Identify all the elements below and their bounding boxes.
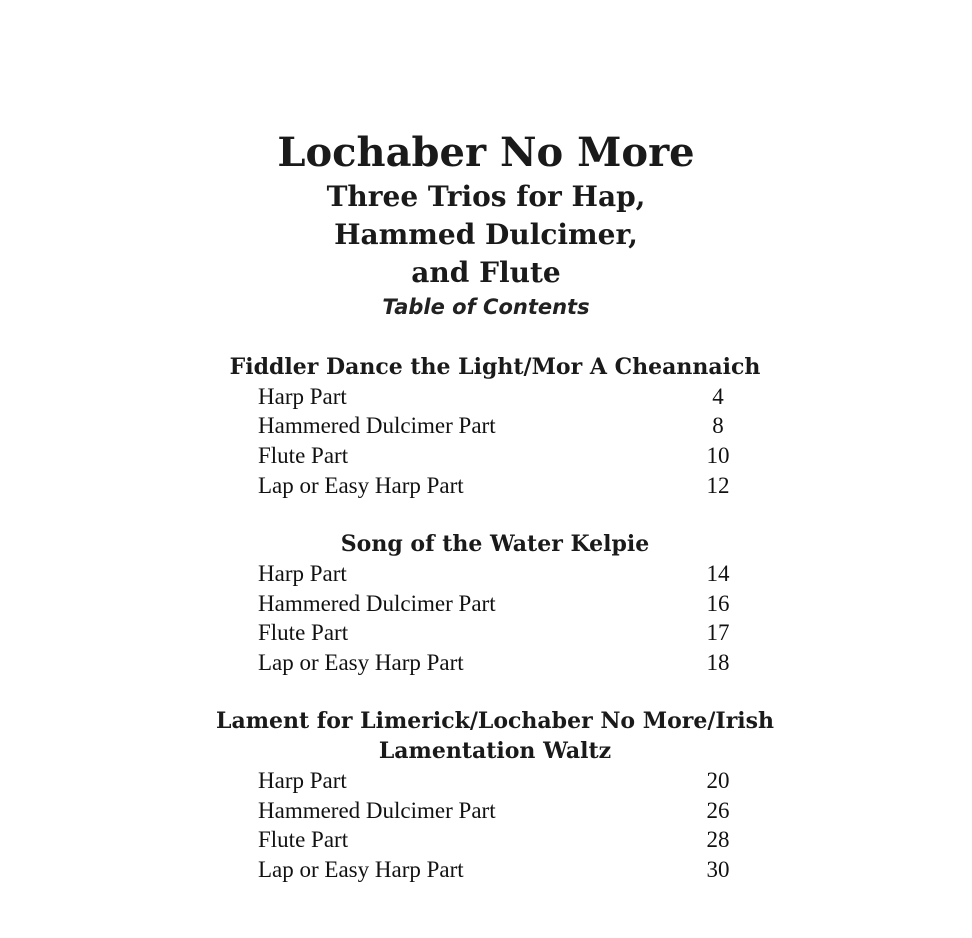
toc-entry	[258, 559, 738, 589]
toc-entry	[258, 825, 738, 855]
toc-entry-name: Lap or Easy Harp Part	[258, 857, 464, 882]
toc-entry-name: Hammered Dulcimer Part	[258, 413, 496, 438]
toc-entry-name: Lap or Easy Harp Part	[258, 473, 464, 498]
toc-entry	[258, 441, 738, 471]
section-title-line: Lament for Limerick/Lochaber No More/Irish	[215, 708, 775, 734]
toc-entry-page: 26	[706, 798, 730, 823]
toc-entry	[258, 618, 738, 648]
toc-entry-page: 10	[706, 443, 730, 468]
subtitle-line: Hammed Dulcimer,	[334, 218, 638, 251]
page-title: Lochaber No More	[277, 129, 695, 176]
section-title-line: Lamentation Waltz	[378, 738, 612, 764]
toc-entry	[258, 411, 738, 441]
toc-entry-name: Flute Part	[258, 827, 349, 852]
section-title-line: Fiddler Dance the Light/Mor A Cheannaich	[229, 354, 761, 380]
toc-entry-page: 28	[706, 827, 730, 852]
toc-entry-page: 17	[706, 620, 730, 645]
toc-entry	[258, 382, 738, 412]
toc-entry	[258, 766, 738, 796]
toc-entry	[258, 855, 738, 885]
toc-entry-name: Harp Part	[258, 384, 347, 409]
toc-entry-page: 8	[712, 413, 724, 438]
toc-entry-name: Flute Part	[258, 620, 349, 645]
subtitle-line: Three Trios for Hap,	[326, 180, 646, 213]
page-subtitle	[0, 178, 972, 292]
toc-entry-page: 20	[706, 768, 730, 793]
contents-heading: Table of Contents	[382, 295, 590, 319]
toc-entry-name: Harp Part	[258, 561, 347, 586]
toc-entry-name: Flute Part	[258, 443, 349, 468]
toc-entry-page: 30	[706, 857, 730, 882]
subtitle-line: and Flute	[411, 256, 561, 289]
toc-entry-page: 12	[706, 473, 730, 498]
toc-entry-page: 18	[706, 650, 730, 675]
toc-entry-name: Harp Part	[258, 768, 347, 793]
section-title	[0, 706, 972, 766]
toc-entry	[258, 471, 738, 501]
toc-entry-page: 4	[712, 384, 724, 409]
toc-entry-page: 14	[706, 561, 730, 586]
section-title-line: Song of the Water Kelpie	[340, 531, 650, 557]
toc-entry-page: 16	[706, 591, 730, 616]
section-title	[0, 352, 972, 382]
toc-entry-name: Hammered Dulcimer Part	[258, 798, 496, 823]
section-title	[0, 529, 972, 559]
toc-entry	[258, 796, 738, 826]
toc-entry-name: Lap or Easy Harp Part	[258, 650, 464, 675]
toc-entry	[258, 648, 738, 678]
toc-entry-name: Hammered Dulcimer Part	[258, 591, 496, 616]
toc-entry	[258, 589, 738, 619]
